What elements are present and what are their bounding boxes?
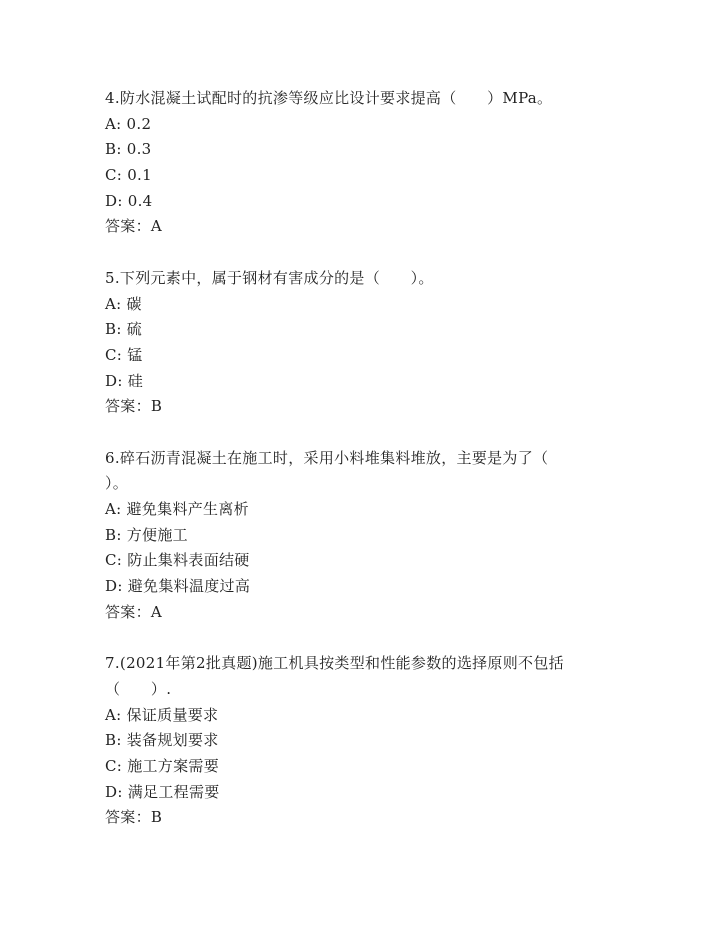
answer: 答案：A xyxy=(105,217,163,236)
question-7 xyxy=(105,651,605,831)
option-b: B: 硫 xyxy=(105,320,143,339)
question-stem: 5.下列元素中，属于钢材有害成分的是（ ）。 xyxy=(105,268,434,287)
answer: 答案：B xyxy=(105,397,163,416)
question-stem-line-2: ）。 xyxy=(105,474,129,493)
option-d: D: 硅 xyxy=(105,371,144,390)
option-d: D: 避免集料温度过高 xyxy=(105,577,251,596)
option-a: A: 避免集料产生离析 xyxy=(105,500,249,518)
option-d: D: 0.4 xyxy=(105,191,153,210)
option-d: D: 满足工程需要 xyxy=(105,782,220,801)
option-b: B: 0.3 xyxy=(105,140,152,159)
question-stem-line-1: 6.碎石沥青混凝土在施工时，采用小料堆集料堆放，主要是为了（ xyxy=(105,448,549,467)
question-5 xyxy=(105,266,605,420)
answer: 答案：A xyxy=(105,602,163,621)
question-4 xyxy=(105,86,605,240)
option-c: C: 锰 xyxy=(105,345,143,364)
answer: 答案：B xyxy=(105,808,163,827)
question-6 xyxy=(105,446,605,626)
option-a: A: 0.2 xyxy=(105,114,152,133)
question-stem: 4.防水混凝土试配时的抗渗等级应比设计要求提高（ ）MPa。 xyxy=(105,89,553,107)
question-stem-line-2: （ ）. xyxy=(105,679,172,698)
option-a: A: 碳 xyxy=(105,294,142,313)
spacer xyxy=(105,625,605,651)
option-b: B: 方便施工 xyxy=(105,525,188,544)
spacer xyxy=(105,420,605,446)
document-page xyxy=(105,86,605,831)
option-a: A: 保证质量要求 xyxy=(105,705,219,724)
option-b: B: 装备规划要求 xyxy=(105,731,219,750)
question-stem-line-1: 7.(2021年第2批真题)施工机具按类型和性能参数的选择原则不包括 xyxy=(105,654,564,673)
option-c: C: 防止集料表面结硬 xyxy=(105,551,250,570)
option-c: C: 0.1 xyxy=(105,166,152,185)
option-c: C: 施工方案需要 xyxy=(105,756,219,775)
spacer xyxy=(105,240,605,266)
